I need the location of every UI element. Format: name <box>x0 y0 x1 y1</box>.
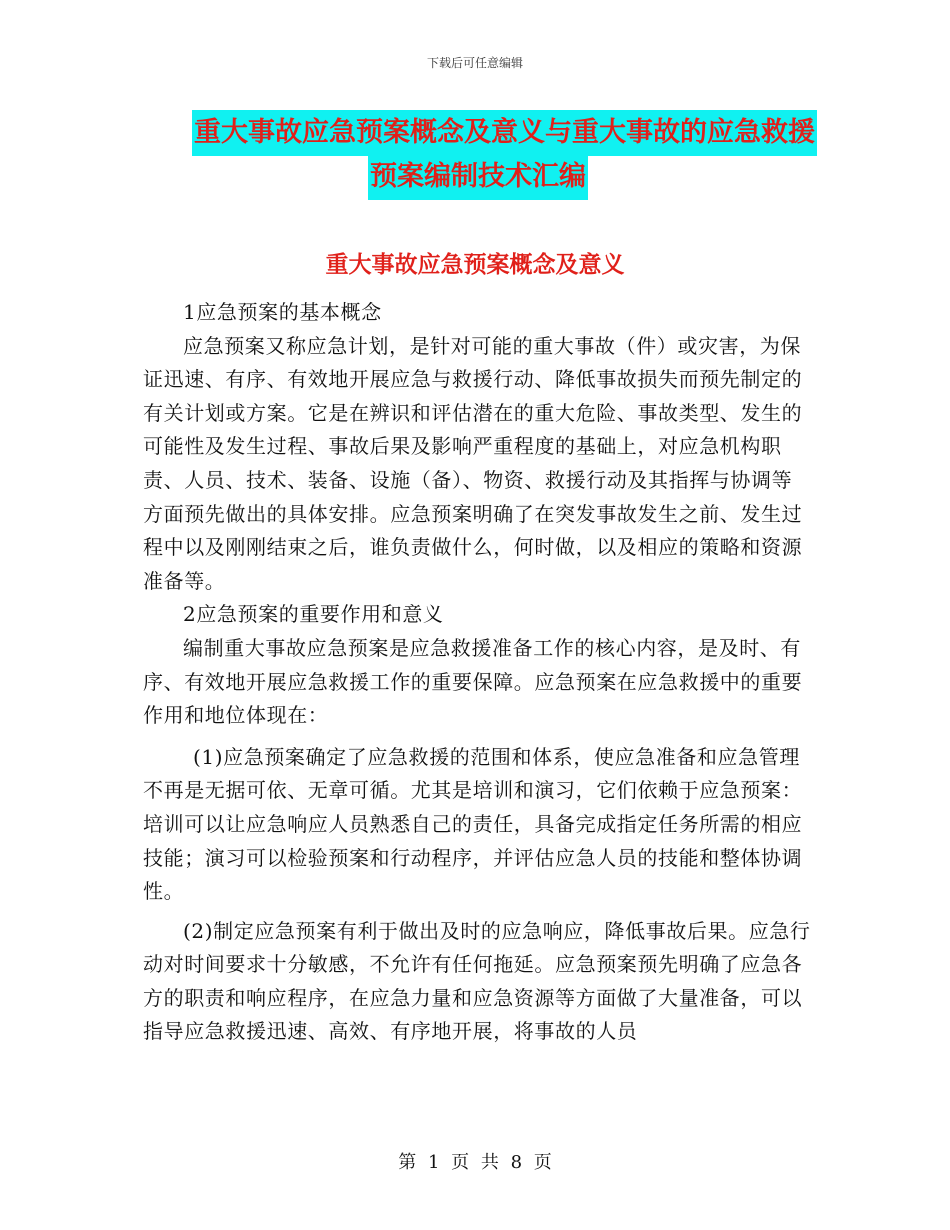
paragraph-point-1: (1)应急预案确定了应急救援的范围和体系，使应急准备和应急管理不再是无据可依、无章可循。尤其是培训和演习，它们依赖于应急预案：培训可以让应急响应人员熟悉自己的责任，具备完成指定任务所需的相应技能；演习可以检验预案和行动程序，并评估应急人员的技能和整体协调性。 <box>143 744 803 904</box>
paragraph-point-2: (2)制定应急预案有利于做出及时的应急响应，降低事故后果。应急行动对时间要求十分敏感，不允许有任何拖延。应急预案预先明确了应急各方的职责和响应程序，在应急力量和应急资源等方面做了大量准备，可以指导应急救援迅速、高效、有序地开展，将事故的人员 <box>143 918 811 1044</box>
title-line-1: 重大事故应急预案概念及意义与重大事故的应急救援 <box>192 110 817 156</box>
header-note: 下载后可任意编辑 <box>426 56 523 70</box>
title-line-2: 预案编制技术汇编 <box>368 154 588 200</box>
section-title: 重大事故应急预案概念及意义 <box>325 252 625 278</box>
paragraph-definition: 应急预案又称应急计划，是针对可能的重大事故（件）或灾害，为保证迅速、有序、有效地开展应急与救援行动、降低事故损失而预先制定的有关计划或方案。它是在辨识和评估潜在的重大危险、事故类型、发生的可能性及发生过程、事故后果及影响严重程度的基础上，对应急机构职责、人员、技术、装备、设施（备）、物资、救援行动及其指挥与协调等方面预先做出的具体安排。应急预案明确了在突发事故发生之前、发生过程中以及刚刚结束之后，谁负责做什么，何时做，以及相应的策略和资源准备等。 <box>143 333 803 593</box>
subheading-importance: 2应急预案的重要作用和意义 <box>183 602 444 627</box>
paragraph-importance: 编制重大事故应急预案是应急救援准备工作的核心内容，是及时、有序、有效地开展应急救援工作的重要保障。应急预案在应急救援中的重要作用和地位体现在： <box>143 635 803 728</box>
page-number-footer: 第 1 页 共 8 页 <box>398 1152 552 1173</box>
subheading-basic-concept: 1应急预案的基本概念 <box>183 300 382 324</box>
body-text <box>143 296 811 1049</box>
